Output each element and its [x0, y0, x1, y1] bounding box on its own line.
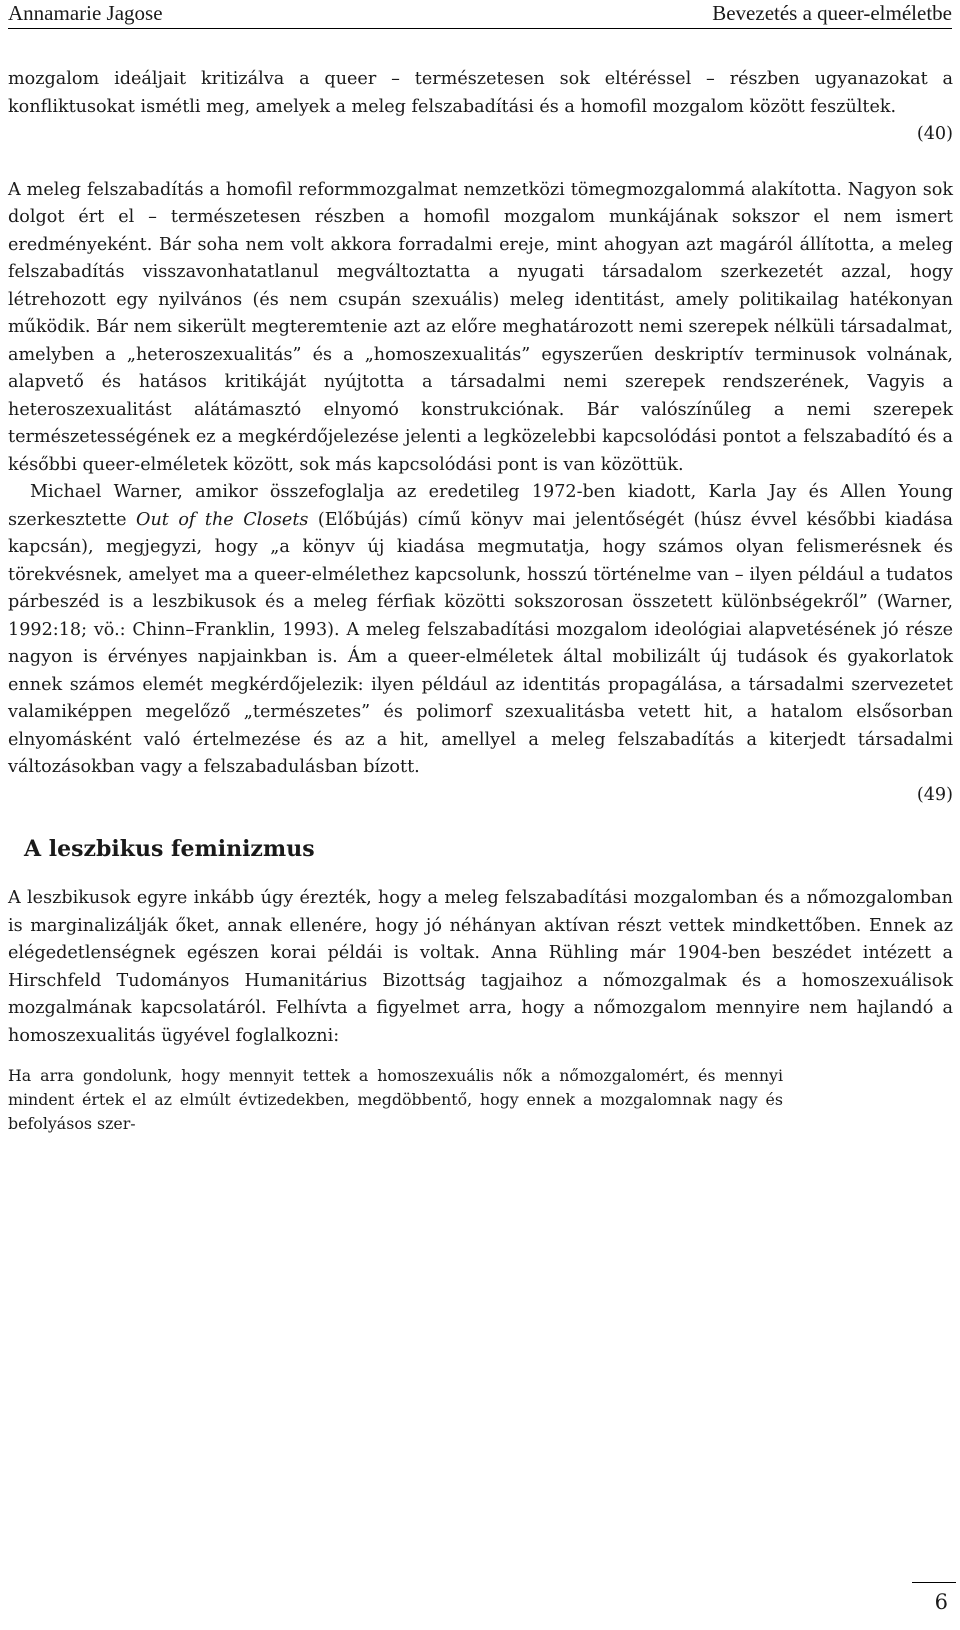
- warner-text-after: (Előbújás) című könyv mai jelentőségét (húsz évvel későbbi kiadása kapcsán), megjegyzi, hogy „a könyv új kiadása megmutatja, hogy számos olyan felismerésnek és törekvésnek, amelyet ma a queer-elmélethez kapcsolunk, hosszú történelme van – ilyen például a tudatos párbeszéd is a leszbikusok és a meleg férfiak közötti sokszorosan összetett különbségekről” (Warner, 1992:18; vö.: Chinn–Franklin, 1993). A meleg felszabadítási mozgalom ideológiai alapvetésének jó része nagyon is érvényes napjainkban is. Ám a queer-elméletek által mobilizált új tudások és gyakorlatok ennek számos elemét megkérdőjelezik: ilyen például az identitás propagálása, a társadalmi szervezetet valamiképpen megelőző „természetes” és polimorf szexualitásba vetett hit, a hatalom elsősorban elnyomásként való értelmezése és az a hit, amellyel a meleg felszabadítás a kiterjedt társadalmi változásokban vagy a felszabadulásban bízott.: [8, 509, 953, 777]
- running-header: [8, 0, 952, 29]
- page-number: 6: [934, 1590, 948, 1614]
- spacer: [8, 149, 953, 177]
- citation-page-ref: (49): [916, 784, 953, 805]
- spacer: [8, 809, 953, 835]
- warner-text-before: Michael Warner, amikor összefoglalja az eredetileg 1972-ben kiadott, Karla Jay és Allen Young szerkesztette: [8, 482, 953, 530]
- header-author: Annamarie Jagose: [8, 1, 163, 25]
- section-heading: A leszbikus feminizmus: [24, 836, 315, 862]
- citation-page-ref: (40): [916, 124, 953, 144]
- spacer: [8, 1050, 953, 1064]
- book-title: Out of the Closets: [136, 509, 309, 530]
- paragraph-gay-liberation: A meleg felszabadítás a homofil reformmozgalmat nemzetközi tömegmozgalommá alakította. Nagyon sok dolgot ért el – természetesen részben a homofil mozgalom munkájának sokszor el nem ismert eredményeként. Bár soha nem volt akkora forradalmi ereje, mint ahogyan azt magáról állította, a meleg felszabadítás visszavonhatatlanul megváltoztatta a nyugati társadalom szerkezetét azzal, hogy létrehozott egy nyilvános (és nem csupán szexuális) meleg identitást, amely politikailag hatékonyan működik. Bár nem sikerült megteremtenie azt az előre meghatározott nemi szerepek nélküli társadalmat, amelyben a „heteroszexualitás” és a „homoszexualitás” egyszerűen deskriptív terminusok volnának, alapvető és hatásos kritikáját nyújtotta a társadalmi nemi szerepek rendszerének, Vagyis a heteroszexualitást alátámasztó elnyomó konstrukciónak. Bár valószínűleg a nemi szerepek természetességének ez a megkérdőjelezése jelenti a legközelebbi kapcsolódási pontot a felszabadító és a későbbi queer-elméletek között, sok más kapcsolódási pont is van közöttük.: [8, 179, 953, 475]
- paragraph-lesbian-feminism: A leszbikusok egyre inkább úgy érezték, hogy a meleg felszabadítási mozgalomban és a nőmozgalomban is marginalizálják őket, annak ellenére, hogy jó néhányan aktívan részt vettek mindkettőben. Ennek az elégedetlenségnek egészen korai példái is voltak. Anna Rühling már 1904-ben beszédet intézett a Hirschfeld Tudományos Humanitárius Bizottság tagjaihoz a nőmozgalmak és a homoszexuálisok mozgalmának kapcsolatáról. Felhívta a figyelmet arra, hogy a nőmozgalom mennyire nem hajlandó a homoszexualitás ügyével foglalkozni:: [8, 888, 953, 1046]
- body-text: [8, 66, 953, 1136]
- header-title: Bevezetés a queer-elméletbe: [712, 1, 952, 25]
- footer-rule: [912, 1582, 956, 1583]
- block-quote: Ha arra gondolunk, hogy mennyit tettek a homoszexuális nők a nőmozgalomért, és mennyi mindent értek el az elmúlt évtizedekben, megdöbbentő, hogy ennek a mozgalomnak nagy és befolyásos szer-: [8, 1066, 783, 1133]
- paragraph-warner: [8, 479, 953, 782]
- spacer: [8, 863, 953, 885]
- paragraph-continuation: mozgalom ideáljait kritizálva a queer – természetesen sok eltéréssel – részben ugyanazokat a konfliktusokat ismétli meg, amelyek a meleg felszabadítási és a homofil mozgalom között feszültek.: [8, 69, 953, 117]
